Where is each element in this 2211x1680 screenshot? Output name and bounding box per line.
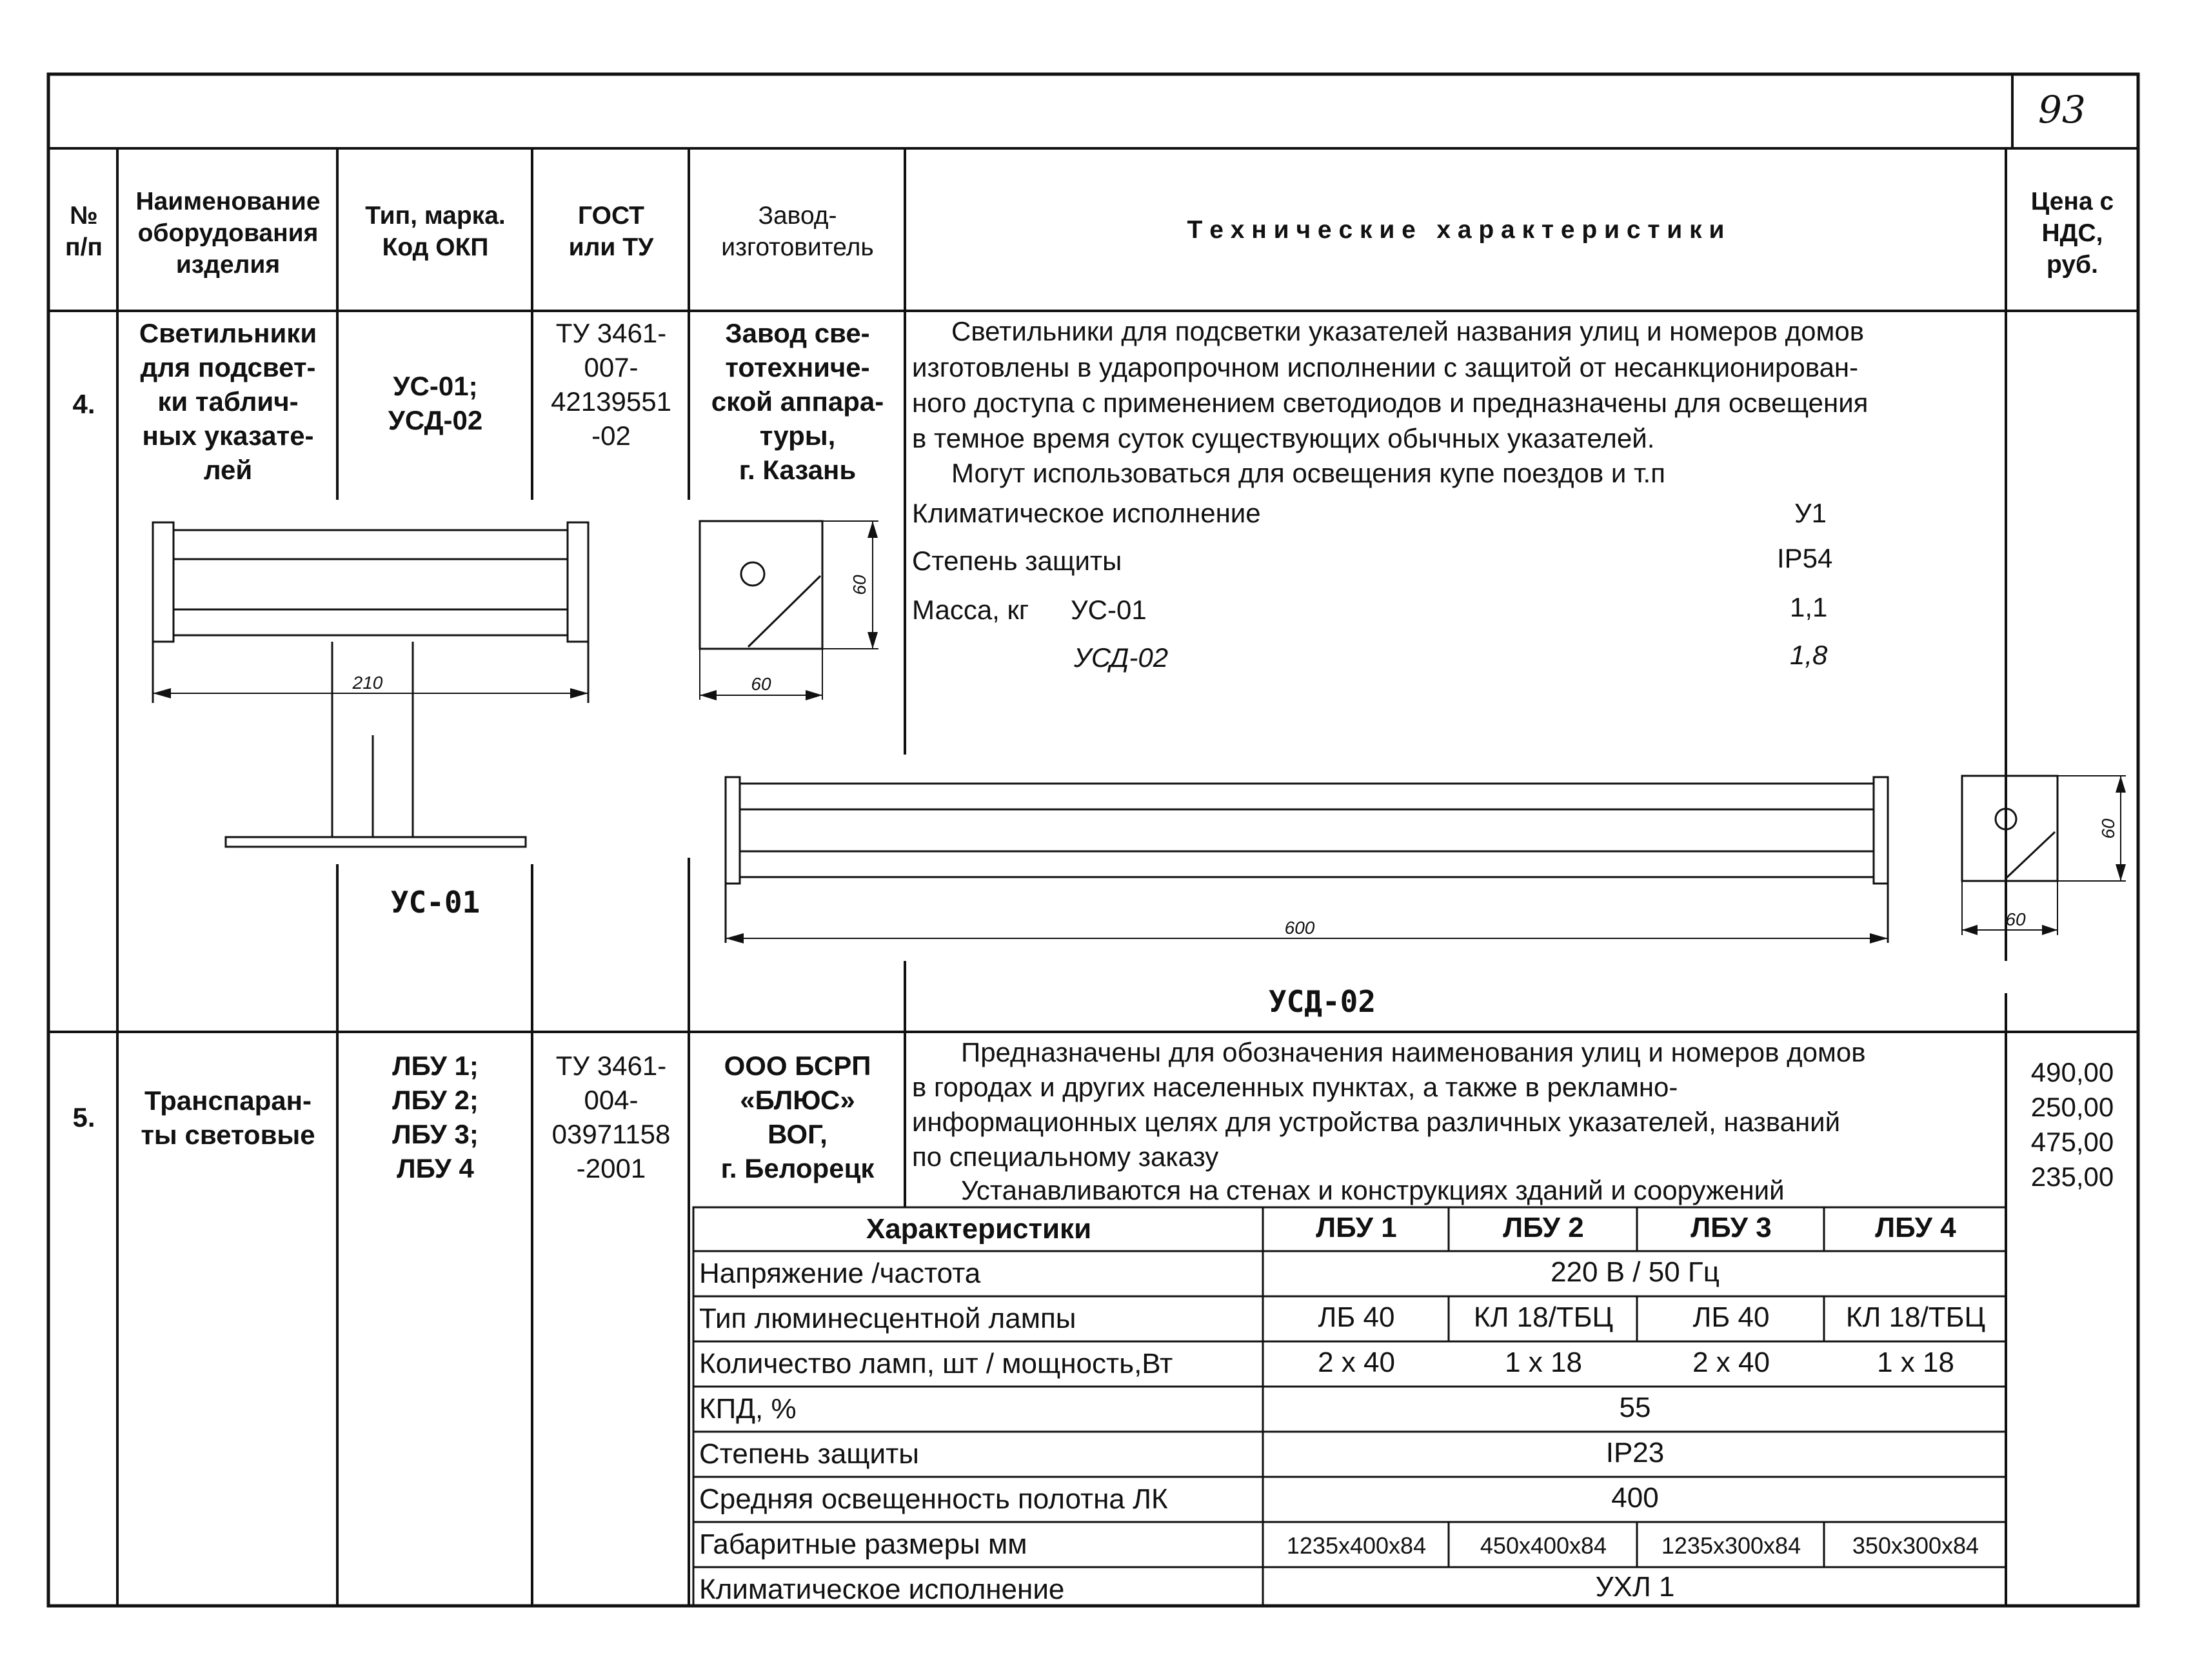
row5-price-2: 250,00 [2030, 1092, 2114, 1122]
us01-side-dim-w: 60 [751, 674, 771, 694]
row4-desc-5: Могут использоваться для освещения купе поездов и т.п [951, 458, 1665, 488]
row4-prop-mass-value1: 1,1 [1790, 592, 1828, 622]
table-cell: 1 х 18 [1505, 1347, 1582, 1378]
row4-maker: Завод све- тотехниче- ской аппара- туры, г. Казань [711, 318, 884, 485]
us01-caption: УС-01 [390, 885, 481, 920]
table-row-label: Климатическое исполнение [699, 1574, 1065, 1605]
usd02-side-drawing [1962, 776, 2126, 935]
table-cell: 1235х400х84 [1286, 1532, 1427, 1559]
table-cell: КЛ 18/ТБЦ [1473, 1301, 1614, 1333]
row5-price-3: 475,00 [2030, 1127, 2114, 1157]
row4-num: 4. [72, 389, 95, 419]
table-cell: ЛБ 40 [1318, 1301, 1395, 1333]
usd02-side-dim-h: 60 [2098, 818, 2118, 839]
table-row-label: Тип люминесцентной лампы [699, 1303, 1076, 1334]
table-row-label: КПД, % [699, 1393, 797, 1425]
row4-prop-ip-label: Степень защиты [912, 546, 1122, 576]
row5-desc-3: информационных целях для устройства различных указателей, названий [912, 1107, 1841, 1137]
row4-desc-1: Светильники для подсветки указателей названия улиц и номеров домов [951, 316, 1865, 346]
table-header-char: Характеристики [866, 1213, 1092, 1245]
row5-desc-4: по специальному заказу [912, 1141, 1219, 1172]
row4-desc-2: изготовлены в ударопрочном исполнении с защитой от несанкционирован- [912, 352, 1859, 382]
row4-prop-climate-value: У1 [1794, 498, 1827, 528]
row5-name: Транспаран- ты световые [141, 1085, 315, 1150]
usd02-caption: УСД-02 [1268, 984, 1376, 1019]
table-row-merged: 55 [1619, 1392, 1651, 1423]
usd02-dim-width: 600 [1284, 918, 1315, 938]
row4-prop-mass-label: Масса, кг [912, 595, 1029, 625]
us01-dim-width: 210 [352, 673, 383, 693]
table-cell: 350х300х84 [1852, 1532, 1979, 1559]
row4-prop-climate-label: Климатическое исполнение [912, 498, 1261, 528]
table-cell: 1 х 18 [1877, 1347, 1954, 1378]
table-cell: ЛБ 40 [1692, 1301, 1770, 1333]
us01-side-drawing [700, 521, 878, 700]
header-name: Наименование оборудования изделия [135, 188, 321, 279]
row4-desc-3: ного доступа с применением светодиодов и предназначены для освещения [912, 388, 1869, 418]
table-row-label: Степень защиты [699, 1438, 919, 1470]
row4-name: Светильники для подсвет- ки таблич- ных указате- лей [139, 318, 317, 485]
table-cell: 2 х 40 [1318, 1347, 1395, 1378]
table-row-merged: УХЛ 1 [1595, 1571, 1675, 1603]
table-header-lbu3: ЛБУ 3 [1690, 1212, 1772, 1243]
row5-type: ЛБУ 1; ЛБУ 2; ЛБУ 3; ЛБУ 4 [392, 1051, 479, 1183]
row5-desc-2: в городах и других населенных пунктах, а также в рекламно- [912, 1072, 1678, 1102]
row5-price-1: 490,00 [2030, 1057, 2114, 1087]
table-header-lbu1: ЛБУ 1 [1316, 1212, 1397, 1243]
table-cell: 1235х300х84 [1661, 1532, 1801, 1559]
row4-prop-ip-value: IP54 [1777, 543, 1833, 573]
us01-side-dim-h: 60 [849, 575, 869, 595]
table-header-lbu2: ЛБУ 2 [1503, 1212, 1584, 1243]
table-row-label: Габаритные размеры мм [699, 1528, 1027, 1560]
table-cell: КЛ 18/ТБЦ [1845, 1301, 1986, 1333]
row4-type: УС-01; УСД-02 [388, 371, 483, 435]
header-specs: Т е х н и ч е с к и е х а р а к т е р и с т и к и [1187, 216, 1725, 244]
row4-prop-mass-sub1: УС-01 [1071, 595, 1147, 625]
table-row-label: Напряжение /частота [699, 1258, 981, 1289]
table-row-merged: IP23 [1605, 1437, 1665, 1468]
row4-prop-mass-sub2: УСД-02 [1074, 642, 1169, 673]
page-number: 93 [2038, 88, 2086, 132]
row4-prop-mass-value2: 1,8 [1790, 640, 1828, 670]
row5-maker: ООО БСРП «БЛЮС» ВОГ, г. Белорецк [720, 1051, 875, 1183]
header-price: Цена с НДС, руб. [2030, 188, 2114, 279]
row4-desc-4: в темное время суток существующих обычных указателей. [912, 423, 1655, 453]
row5-num: 5. [72, 1102, 95, 1132]
row4-gost: ТУ 3461- 007- 42139551 -02 [551, 318, 671, 451]
table-cell: 2 х 40 [1692, 1347, 1770, 1378]
usd02-side-dim-w: 60 [2005, 909, 2026, 929]
table-header-lbu4: ЛБУ 4 [1875, 1212, 1956, 1243]
table-row-merged: 400 [1611, 1482, 1659, 1514]
header-num: № п/п [65, 202, 103, 261]
table-row-merged: 220 В / 50 Гц [1551, 1256, 1720, 1288]
row5-desc-5: Устанавливаются на стенах и конструкциях зданий и сооружений [961, 1175, 1785, 1205]
table-row-label: Количество ламп, шт / мощность,Вт [699, 1348, 1173, 1379]
header-gost: ГОСТ или ТУ [568, 202, 654, 261]
table-cell: 450х400х84 [1480, 1532, 1607, 1559]
header-maker: Завод- изготовитель [721, 202, 874, 261]
table-row-label: Средняя освещенность полотна ЛК [699, 1483, 1168, 1515]
row5-price-4: 235,00 [2030, 1161, 2114, 1192]
row5-gost: ТУ 3461- 004- 03971158 -2001 [551, 1051, 671, 1183]
row5-desc-1: Предназначены для обозначения наименования улиц и номеров домов [961, 1037, 1866, 1067]
header-type: Тип, марка. Код ОКП [365, 202, 506, 261]
